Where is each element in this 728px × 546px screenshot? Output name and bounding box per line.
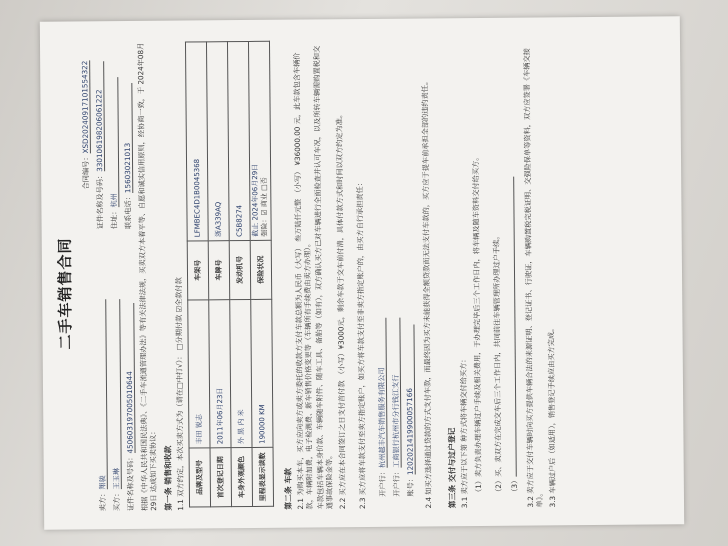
table-cell: 外 黑 内 米 bbox=[230, 299, 252, 447]
account-name-row: 开户行：杭州越丰汽车销售服务有限公司 bbox=[376, 318, 388, 497]
buyer-phone-row: 联系电话：15603021013 bbox=[122, 83, 133, 229]
clause-3-3: 3.3 车辆过户后（如适用），销售登记手续应由买方完成。 bbox=[546, 324, 558, 508]
article-1-text: 1.1 双方约定，本次买卖方式为（请在□中打√）： □分期付款 ☑全款付款 bbox=[174, 277, 186, 511]
option-1: （1）卖方负责办理车辆过户手续及相关费用，于办理完毕后三个工作日内，将车辆及随车资料交付给买方。 bbox=[470, 153, 483, 497]
preamble: 根据《中华人民共和国民法典》、《二手车流通管理办法》等有关法律法规，买卖双方本着平等、自愿和诚实信用原则，经协商一致，于 2024年08月29日 达成如下买卖协议： bbox=[135, 42, 159, 511]
table-cell: 截止 2024年06月29日 强险：☑ 商业 □否 bbox=[248, 41, 271, 240]
table-row bbox=[248, 41, 273, 506]
table-cell: LFMBEC4D1B0045368 bbox=[185, 42, 208, 241]
table-cell: 发动机号 bbox=[229, 240, 251, 299]
option-3: （3） bbox=[507, 177, 519, 496]
seller-row: 卖方：翔骏 bbox=[96, 300, 108, 512]
table-cell: 车牌号 bbox=[208, 240, 230, 299]
table-cell: 浙A339AQ bbox=[206, 42, 229, 241]
clause-2-1b: 车款包括车辆本身价款、车辆随车附件、随车工具、备胎等（如有），双方确认买方已对车辆进行全面检查并认可车况，以及所转车辆需购置税和交通事故保险金等。 bbox=[312, 45, 335, 510]
buyer-row: 买方：王玉琳 bbox=[110, 300, 122, 512]
clause-2-3: 2.3 买方应将车款支付至卖方指定账户，如买方将车款支付至非卖方指定账户的，由买方自行承担责任： bbox=[355, 178, 368, 510]
clause-3-1: 3.1 卖方应于以下第 种方式将车辆交付给买方： bbox=[458, 355, 470, 509]
clause-2-1: 2.1 为购买本车，买方应向卖方或卖方委托的收款方支付车款总额为人民币（大写） 叁万陆仟元整 （小写） ¥36000.00 元，此车款包含车辆价款，车辆附加费，电子检测费、新车销售价格变更等（车辆所有手续费由卖方办理）。 bbox=[292, 52, 315, 510]
article-1-title: 第一条 销售和收款 bbox=[163, 445, 174, 511]
contract-number: 合同编号：XSD20240917101554322 bbox=[80, 60, 91, 190]
table-cell: 保险状况 bbox=[250, 240, 272, 299]
table-cell: 首次登记日期 bbox=[210, 448, 232, 507]
bank-row: 开户行：工商银行杭州市分行钱江支行 bbox=[390, 318, 402, 497]
table-cell: 190000 KM bbox=[251, 299, 273, 447]
account-number-row: 账号：1202021419900057166 bbox=[404, 325, 415, 497]
article-2-title: 第二条 车款 bbox=[283, 467, 294, 510]
seller-cert-row: 证件名称及号码：330106198206061222 bbox=[94, 62, 105, 230]
page-title: 二手车销售合同 bbox=[55, 237, 75, 350]
vehicle-info-table bbox=[185, 41, 274, 508]
option-2: （2）买、卖双方在完成交车后三个工作日内，共同前往车辆管理所办理过户手续。 bbox=[491, 232, 503, 496]
table-cell: 车身外观颜色 bbox=[231, 447, 253, 506]
table-cell: C5B8274 bbox=[227, 41, 250, 240]
table-cell: 2011年06月23日 bbox=[209, 299, 231, 447]
contract-sheet bbox=[40, 16, 684, 530]
table-cell: 品牌及型号 bbox=[189, 448, 211, 507]
table-cell: 车架号 bbox=[187, 241, 209, 300]
buyer-addr-row: 住址：杭州 bbox=[108, 78, 119, 230]
clause-2-4: 2.4 如买方选择通过贷款的方式支付车款，而最终因为买方未能获得全额贷款而无法支付车款的，买方应于提车前承担全部的违约责任。 bbox=[420, 77, 434, 509]
clause-2-2: 2.2 买方应在本合同签订之日支付首付款 （小写）¥3000元，剩余车款于交车前付清，具体付款方式和时间以双方约定为准。 bbox=[334, 110, 348, 510]
table-cell: 丰田 锐志 bbox=[188, 300, 210, 448]
article-3-title: 第三条 交付与过户登记 bbox=[447, 427, 458, 509]
buyer-cert-row: 证件名称及号码：450603197005010644 bbox=[124, 303, 136, 511]
clause-3-2: 3.2 卖方应于交付车辆时向买方提供车辆合法的来源证明、登记证书、行驶证，车辆购置税完税证明、交强险保单等资料，双方应签署《车辆交接单》。 bbox=[522, 48, 545, 508]
table-cell: 里程表显示读数 bbox=[252, 447, 274, 506]
